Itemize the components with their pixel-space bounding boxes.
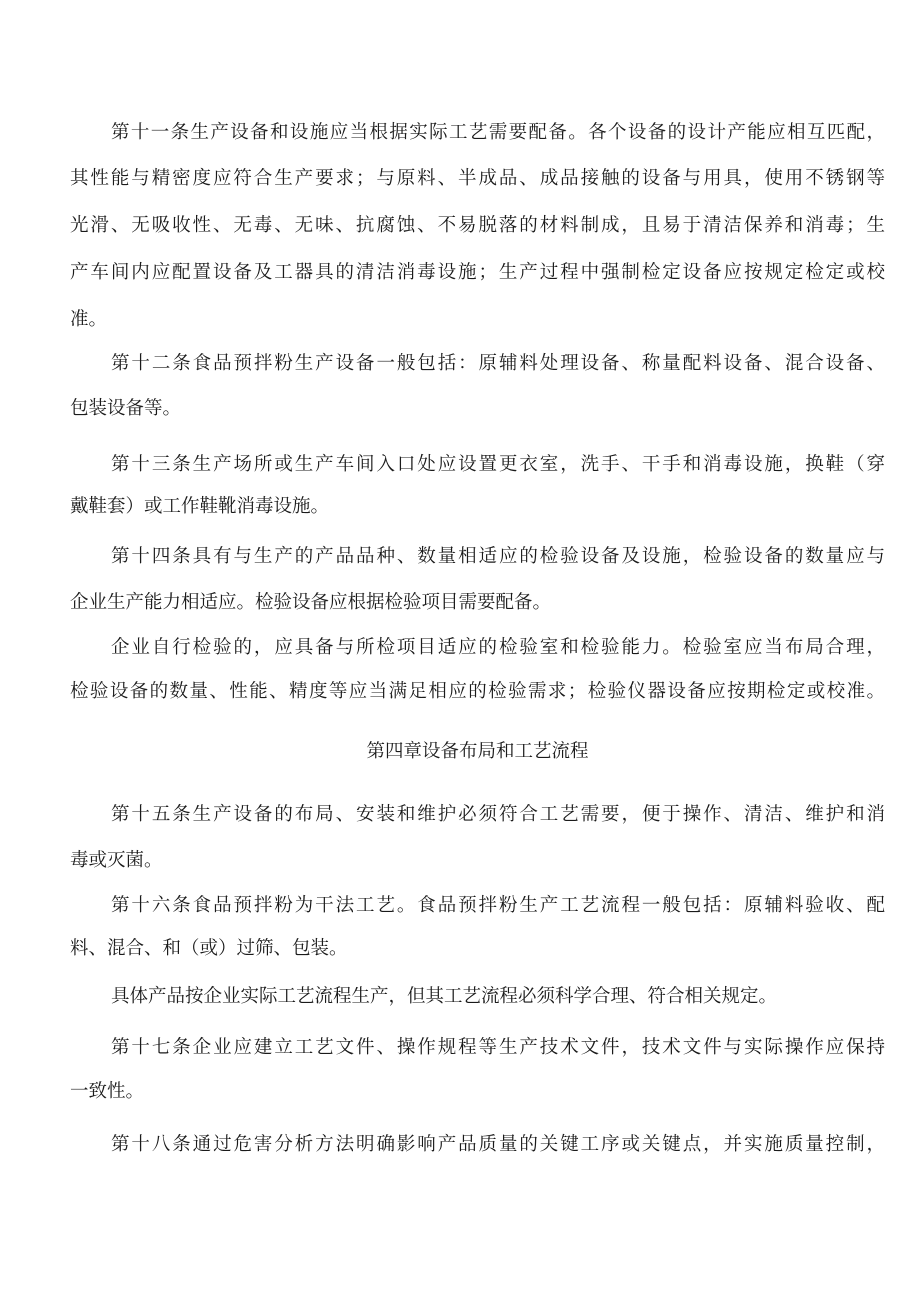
article-11-line-3: 光滑、无吸收性、无毒、无味、抗腐蚀、不易脱落的材料制成，且易于清洁保养和消毒；生	[70, 215, 885, 236]
article-11-line-2: 其性能与精密度应符合生产要求；与原料、半成品、成品接触的设备与用具，使用不锈钢等	[70, 168, 885, 189]
article-14-line-2: 企业生产能力相适应。检验设备应根据检验项目需要配备。	[70, 592, 552, 613]
article-12-line-2: 包装设备等。	[70, 398, 182, 419]
article-16-line-2: 料、混合、和（或）过筛、包装。	[70, 938, 348, 959]
article-16b-line-1: 具体产品按企业实际工艺流程生产，但其工艺流程必须科学合理、符合相关规定。	[111, 986, 778, 1007]
article-14b-line-2: 检验设备的数量、性能、精度等应当满足相应的检验需求；检验仪器设备应按期检定或校准。	[70, 681, 885, 702]
article-16-line-1: 第十六条食品预拌粉为干法工艺。食品预拌粉生产工艺流程一般包括：原辅料验收、配	[111, 895, 885, 916]
article-14b-line-1: 企业自行检验的，应具备与所检项目适应的检验室和检验能力。检验室应当布局合理，	[111, 637, 885, 658]
article-15-line-2: 毒或灭菌。	[70, 850, 163, 871]
document-page	[70, 0, 885, 1301]
article-13-line-2: 戴鞋套）或工作鞋靴消毒设施。	[70, 496, 330, 517]
article-17-line-1: 第十七条企业应建立工艺文件、操作规程等生产技术文件，技术文件与实际操作应保持	[111, 1037, 885, 1058]
article-11-line-1: 第十一条生产设备和设施应当根据实际工艺需要配备。各个设备的设计产能应相互匹配，	[111, 122, 885, 143]
article-17-line-2: 一致性。	[70, 1081, 145, 1102]
article-18-line-1: 第十八条通过危害分析方法明确影响产品质量的关键工序或关键点，并实施质量控制，	[111, 1134, 885, 1155]
article-14-line-1: 第十四条具有与生产的产品品种、数量相适应的检验设备及设施，检验设备的数量应与	[111, 546, 885, 567]
article-11-line-4: 产车间内应配置设备及工器具的清洁消毒设施；生产过程中强制检定设备应按规定检定或校	[70, 262, 885, 283]
chapter-4-heading: 第四章设备布局和工艺流程	[366, 741, 589, 762]
article-15-line-1: 第十五条生产设备的布局、安装和维护必须符合工艺需要，便于操作、清洁、维护和消	[111, 804, 885, 825]
article-12-line-1: 第十二条食品预拌粉生产设备一般包括：原辅料处理设备、称量配料设备、混合设备、	[111, 353, 885, 374]
article-11-line-5: 准。	[70, 309, 108, 330]
article-13-line-1: 第十三条生产场所或生产车间入口处应设置更衣室，洗手、干手和消毒设施，换鞋（穿	[111, 454, 885, 475]
